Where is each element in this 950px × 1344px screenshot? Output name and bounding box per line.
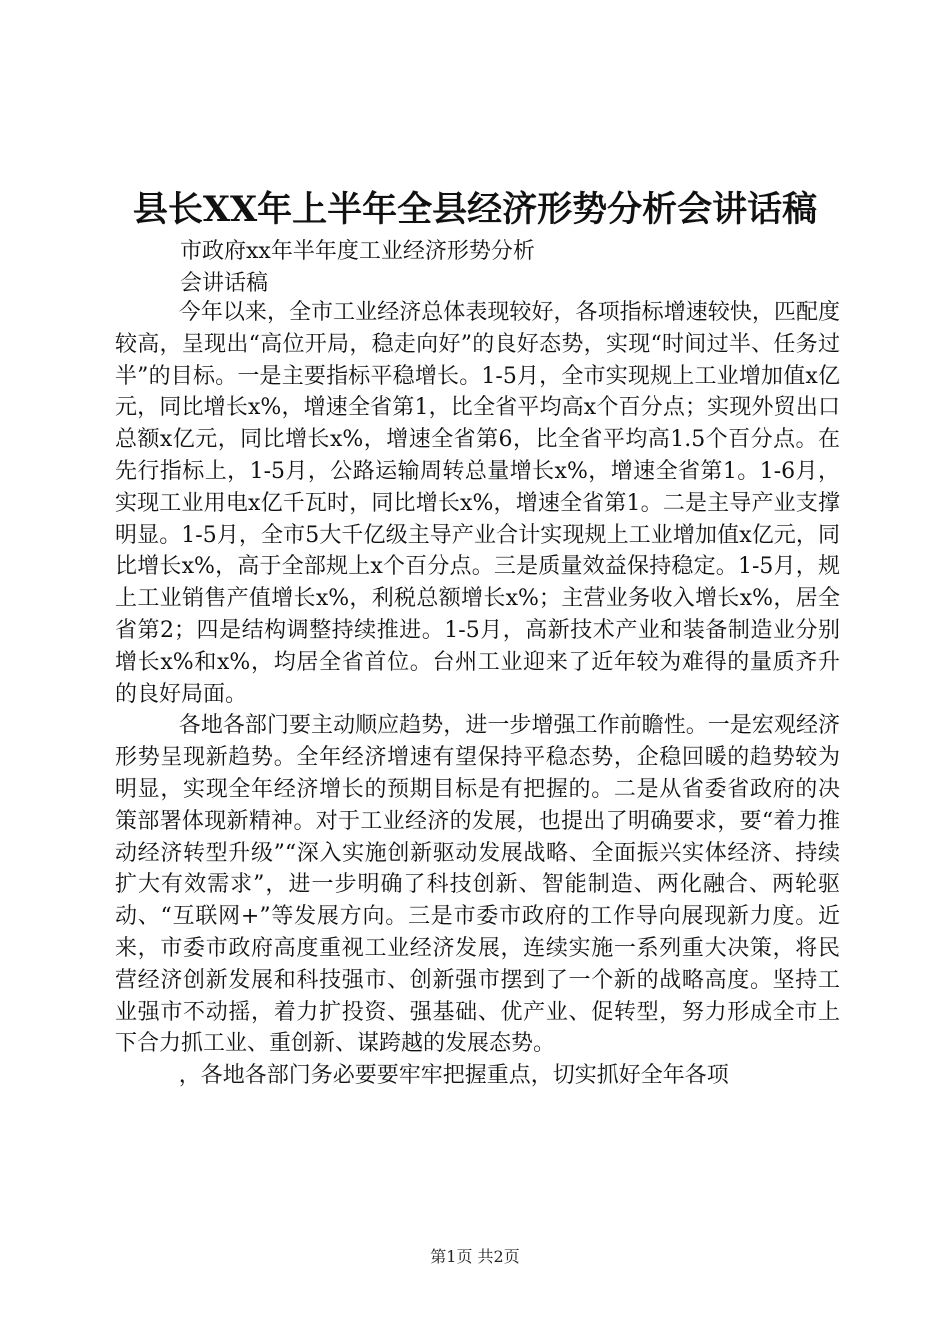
document-title: 县长XX年上半年全县经济形势分析会讲话稿 <box>132 189 818 230</box>
document-body <box>115 297 840 1092</box>
document-subtitle <box>180 236 840 300</box>
subtitle-line-1: 市政府xx年半年度工业经济形势分析 <box>180 239 535 264</box>
page-number: 第1页 共2页 <box>430 1247 520 1266</box>
paragraph-2: 各地各部门要主动顺应趋势，进一步增强工作前瞻性。一是宏观经济形势呈现新趋势。全年经济增速有望保持平稳态势，企稳回暖的趋势较为明显，实现全年经济增长的预期目标是有把握的。二是从省委省政府的决策部署体现新精神。对于工业经济的发展，也提出了明确要求，要“着力推动经济转型升级”“深入实施创新驱动发展战略、全面振兴实体经济、持续扩大有效需求”，进一步明确了科技创新、智能制造、两化融合、两轮驱动、“互联网+”等发展方向。三是市委市政府的工作导向展现新力度。近来，市委市政府高度重视工业经济发展，连续实施一系列重大决策，将民营经济创新发展和科技强市、创新强市摆到了一个新的战略高度。坚持工业强市不动摇，着力扩投资、强基础、优产业、促转型，努力形成全市上下合力抓工业、重创新、谋跨越的发展态势。 <box>115 713 840 1057</box>
paragraph-1: 今年以来，全市工业经济总体表现较好，各项指标增速较快，匹配度较高，呈现出“高位开局，稳走向好”的良好态势，实现“时间过半、任务过半”的目标。一是主要指标平稳增长。1-5月，全市实现规上工业增加值x亿元，同比增长x%，增速全省第1，比全省平均高x个百分点；实现外贸出口总额x亿元，同比增长x%，增速全省第6，比全省平均高1.5个百分点。在先行指标上，1-5月，公路运输周转总量增长x%，增速全省第1。1-6月，实现工业用电x亿千瓦时，同比增长x%，增速全省第1。二是主导产业支撑明显。1-5月，全市5大千亿级主导产业合计实现规上工业增加值x亿元，同比增长x%，高于全部规上x个百分点。三是质量效益保持稳定。1-5月，规上工业销售产值增长x%，利税总额增长x%；主营业务收入增长x%，居全省第2；四是结构调整持续推进。1-5月，高新技术产业和装备制造业分别增长x%和x%，均居全省首位。台州工业迎来了近年较为难得的量质齐升的良好局面。 <box>115 300 840 707</box>
subtitle-line-2: 会讲话稿 <box>180 270 269 296</box>
paragraph-3: ，各地各部门务必要要牢牢把握重点，切实抓好全年各项 <box>178 1063 729 1089</box>
